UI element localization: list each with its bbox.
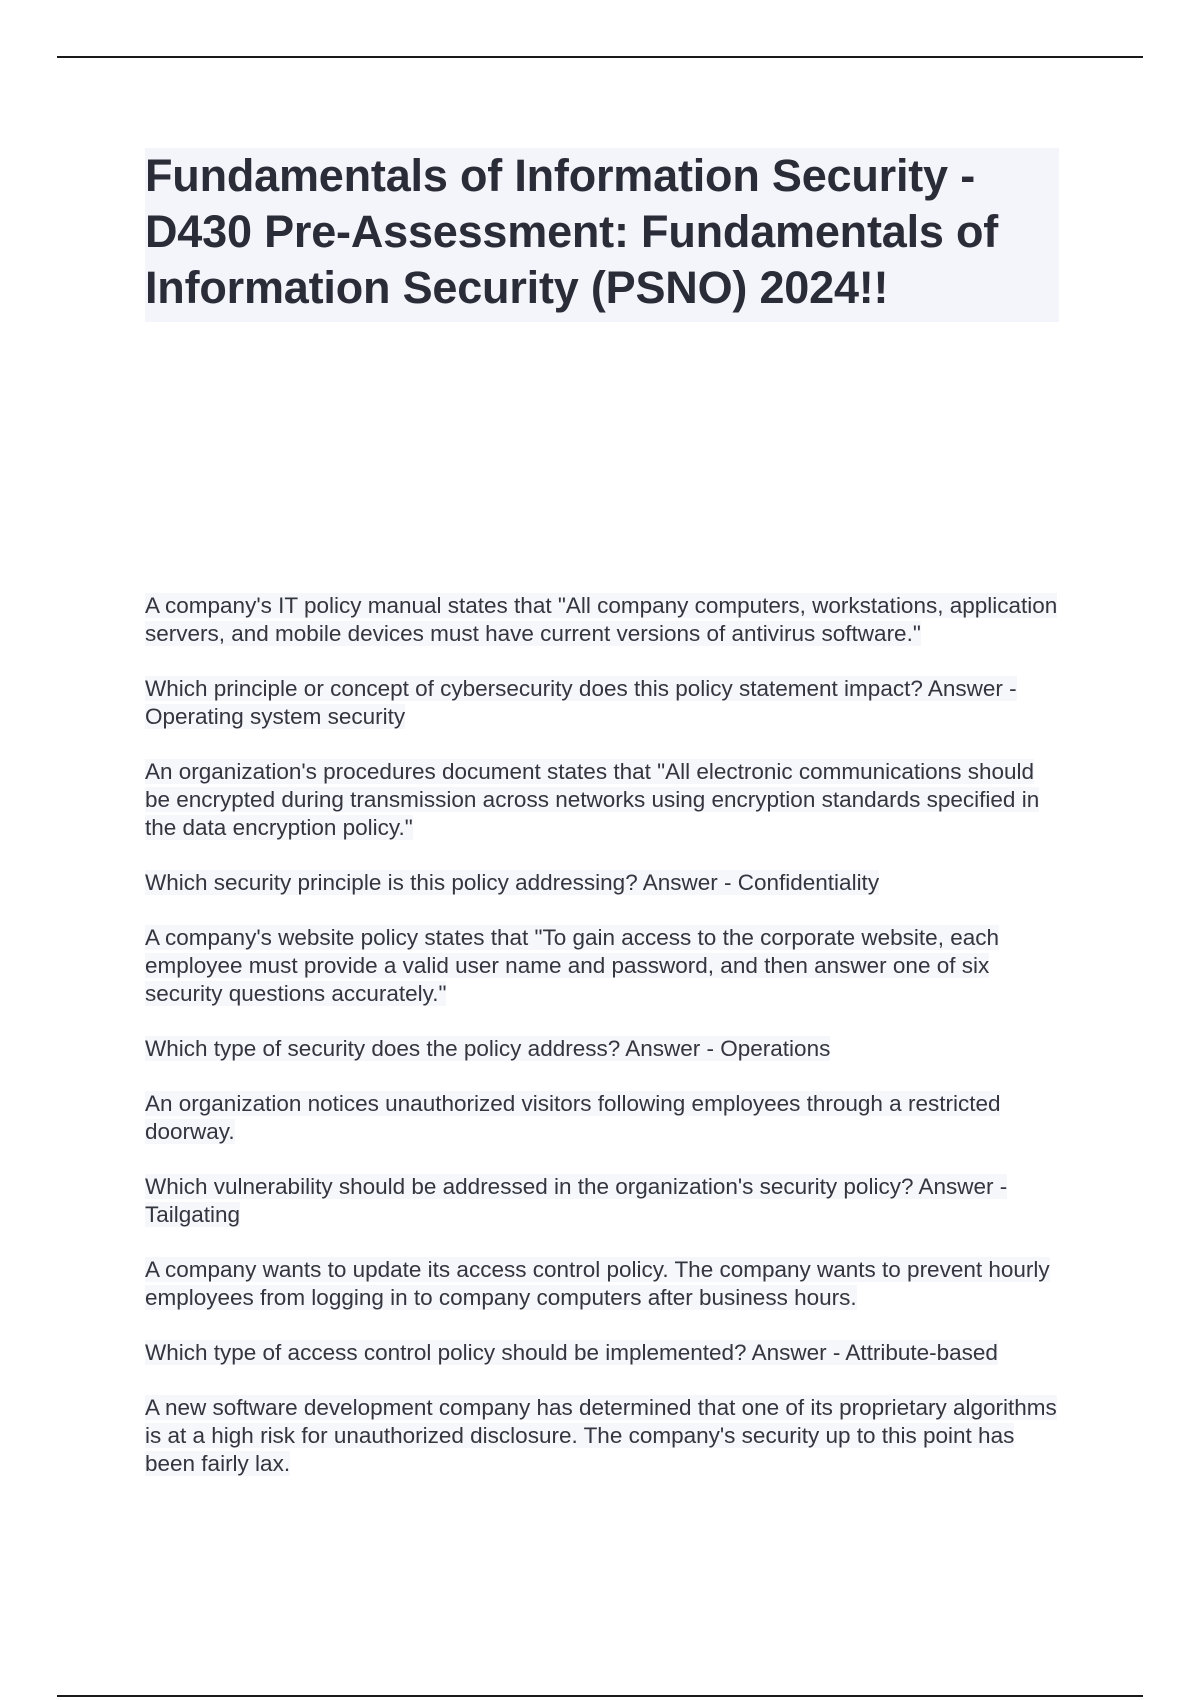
document-title: Fundamentals of Information Security - D430 Pre-Assessment: Fundamentals of Information Security (PSNO) 2024!! xyxy=(145,150,999,313)
paragraph-2: Which principle or concept of cybersecurity does this policy statement impact? Answer - Operating system security xyxy=(145,676,1017,729)
paragraph-1: A company's IT policy manual states that "All company computers, workstations, application servers, and mobile devices must have current versions of antivirus software." xyxy=(145,593,1058,646)
paragraph-10: Which type of access control policy should be implemented? Answer - Attribute-based xyxy=(145,1340,998,1365)
paragraph-9: A company wants to update its access control policy. The company wants to prevent hourly employees from logging in to company computers after business hours. xyxy=(145,1257,1050,1310)
paragraph-6: Which type of security does the policy address? Answer - Operations xyxy=(145,1036,831,1061)
top-divider xyxy=(57,56,1143,58)
bottom-divider xyxy=(57,1695,1143,1697)
title-block xyxy=(145,148,1059,322)
paragraph-4: Which security principle is this policy addressing? Answer - Confidentiality xyxy=(145,870,880,895)
paragraph-7: An organization notices unauthorized visitors following employees through a restricted doorway. xyxy=(145,1091,1001,1144)
document-body xyxy=(145,592,1065,1505)
paragraph-5: A company's website policy states that "To gain access to the corporate website, each employee must provide a valid user name and password, and then answer one of six security questions accurately." xyxy=(145,925,999,1006)
paragraph-8: Which vulnerability should be addressed in the organization's security policy? Answer - Tailgating xyxy=(145,1174,1008,1227)
paragraph-11: A new software development company has determined that one of its proprietary algorithms is at a high risk for unauthorized disclosure. The company's security up to this point has been fairly lax. xyxy=(145,1395,1057,1476)
paragraph-3: An organization's procedures document states that "All electronic communications should be encrypted during transmission across networks using encryption standards specified in the data encryption policy." xyxy=(145,759,1040,840)
